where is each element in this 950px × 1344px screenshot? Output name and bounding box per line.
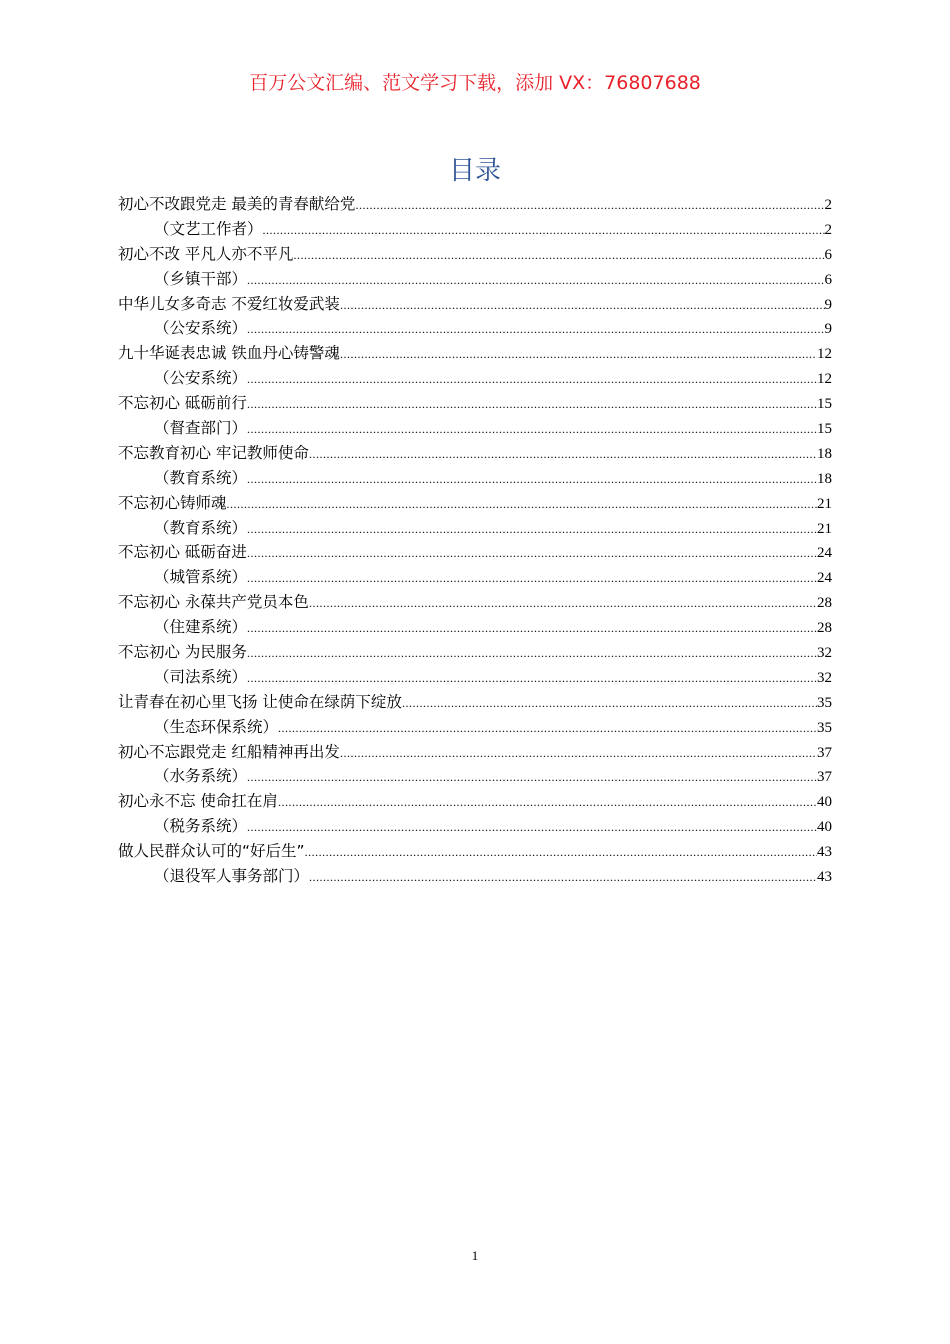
toc-entry-title: （文艺工作者）	[154, 219, 263, 238]
page-title: 目录	[448, 156, 501, 186]
toc-entry-title: （督查部门）	[154, 419, 248, 438]
toc-entry-page: 35	[817, 694, 832, 711]
toc-leader-dots	[309, 442, 817, 467]
toc-entry-title: 不忘初心 为民服务	[118, 643, 247, 662]
toc-entry-title: （住建系统）	[154, 618, 248, 637]
table-of-contents	[118, 192, 832, 889]
toc-entry-page: 18	[817, 445, 832, 462]
toc-entry-title: （城管系统）	[154, 568, 248, 587]
toc-entry[interactable]	[118, 690, 832, 715]
toc-leader-dots	[309, 591, 817, 616]
toc-entry-title: 做人民群众认可的“好后生”	[118, 842, 305, 861]
toc-subentry[interactable]	[118, 814, 832, 839]
toc-leader-dots	[227, 492, 817, 517]
toc-entry-page: 2	[824, 197, 832, 213]
toc-leader-dots	[247, 517, 817, 542]
toc-entry[interactable]	[118, 242, 832, 267]
toc-subentry[interactable]	[118, 466, 832, 491]
toc-leader-dots	[340, 342, 817, 367]
toc-entry-title: 不忘教育初心 牢记教师使命	[118, 443, 309, 462]
toc-subentry[interactable]	[118, 615, 832, 640]
toc-leader-dots	[247, 641, 817, 666]
toc-entry-title: 中华儿女多奇志 不爱红妆爱武装	[118, 294, 340, 313]
toc-leader-dots	[247, 467, 817, 492]
toc-leader-dots	[402, 691, 817, 716]
toc-entry-page: 37	[817, 744, 832, 761]
toc-entry-page: 2	[824, 221, 832, 238]
toc-entry-page: 18	[817, 470, 832, 487]
toc-entry-page: 40	[817, 794, 832, 811]
toc-entry-page: 15	[817, 396, 832, 413]
toc-leader-dots	[247, 268, 824, 293]
toc-entry-title: 不忘初心 砥砺奋进	[118, 543, 247, 562]
toc-entry-title: （退役军人事务部门）	[154, 867, 310, 886]
toc-entry-page: 32	[817, 645, 832, 662]
toc-entry[interactable]	[118, 192, 832, 217]
toc-leader-dots	[247, 815, 817, 840]
toc-entry-title: （税务系统）	[154, 817, 248, 836]
toc-entry-page: 24	[817, 545, 832, 562]
toc-entry-page: 9	[824, 296, 832, 313]
toc-leader-dots	[293, 243, 824, 268]
toc-subentry[interactable]	[118, 565, 832, 590]
toc-entry-page: 37	[817, 769, 832, 786]
toc-entry-page: 32	[817, 669, 832, 686]
toc-entry[interactable]	[118, 839, 832, 864]
toc-leader-dots	[247, 616, 817, 641]
toc-leader-dots	[247, 666, 817, 691]
toc-entry-title: 初心不改 平凡人亦不平凡	[118, 244, 294, 263]
toc-entry[interactable]	[118, 391, 832, 416]
toc-subentry[interactable]	[118, 267, 832, 292]
toc-leader-dots	[247, 765, 817, 790]
toc-subentry[interactable]	[118, 665, 832, 690]
toc-entry-title: 不忘初心 砥砺前行	[118, 394, 247, 413]
toc-entry-title: （公安系统）	[154, 319, 248, 338]
toc-entry[interactable]	[118, 740, 832, 765]
toc-leader-dots	[355, 193, 824, 218]
toc-leader-dots	[247, 566, 817, 591]
page-number: 1	[471, 1248, 479, 1263]
toc-entry-title: 不忘初心 永葆共产党员本色	[118, 593, 309, 612]
toc-entry-title: 初心不忘跟党走 红船精神再出发	[118, 742, 340, 761]
toc-entry-page: 28	[817, 595, 832, 612]
toc-entry-page: 28	[817, 620, 832, 637]
watermark-header: 百万公文汇编、范文学习下载，添加 VX：76807688	[249, 72, 701, 94]
toc-entry-page: 6	[824, 271, 832, 288]
toc-entry[interactable]	[118, 590, 832, 615]
toc-entry[interactable]	[118, 789, 832, 814]
toc-entry-title: （教育系统）	[154, 468, 248, 487]
toc-entry-page: 15	[817, 421, 832, 438]
toc-leader-dots	[247, 367, 817, 392]
toc-subentry[interactable]	[118, 217, 832, 242]
toc-entry-page: 35	[817, 719, 832, 736]
toc-entry-title: （司法系统）	[154, 667, 248, 686]
toc-entry[interactable]	[118, 491, 832, 516]
toc-entry-title: （乡镇干部）	[154, 269, 248, 288]
toc-subentry[interactable]	[118, 715, 832, 740]
toc-leader-dots	[247, 417, 817, 442]
toc-leader-dots	[278, 790, 817, 815]
toc-leader-dots	[305, 840, 817, 865]
toc-subentry[interactable]	[118, 764, 832, 789]
toc-leader-dots	[247, 317, 824, 342]
toc-subentry[interactable]	[118, 316, 832, 341]
toc-entry-title: 九十华诞表忠诚 铁血丹心铸警魂	[118, 344, 340, 363]
toc-leader-dots	[340, 741, 817, 766]
toc-entry-page: 21	[817, 495, 832, 512]
toc-entry[interactable]	[118, 292, 832, 317]
toc-entry-title: （生态环保系统）	[154, 717, 279, 736]
toc-entry-page: 24	[817, 570, 832, 587]
toc-entry[interactable]	[118, 341, 832, 366]
toc-entry-title: （公安系统）	[154, 369, 248, 388]
toc-entry-title: 初心永不忘 使命扛在肩	[118, 792, 278, 811]
toc-leader-dots	[340, 293, 825, 318]
toc-entry-page: 43	[817, 869, 832, 886]
toc-entry-page: 40	[817, 819, 832, 836]
toc-entry-page: 9	[824, 321, 832, 338]
toc-leader-dots	[263, 218, 825, 243]
toc-subentry[interactable]	[118, 864, 832, 889]
toc-entry-page: 12	[817, 371, 832, 388]
toc-leader-dots	[309, 865, 817, 890]
toc-entry-title: 初心不改跟党走 最美的青春献给党	[118, 195, 356, 213]
toc-subentry[interactable]	[118, 366, 832, 391]
toc-leader-dots	[247, 392, 817, 417]
toc-subentry[interactable]	[118, 516, 832, 541]
toc-entry-page: 21	[817, 520, 832, 537]
toc-entry-title: 让青春在初心里飞扬 让使命在绿荫下绽放	[118, 692, 402, 711]
toc-entry-page: 6	[824, 246, 832, 263]
toc-entry[interactable]	[118, 540, 832, 565]
toc-leader-dots	[247, 541, 817, 566]
toc-entry-title: （水务系统）	[154, 767, 248, 786]
toc-entry-page: 12	[817, 346, 832, 363]
toc-leader-dots	[278, 716, 817, 741]
toc-entry[interactable]	[118, 640, 832, 665]
toc-entry-title: 不忘初心铸师魂	[118, 493, 227, 512]
toc-entry-page: 43	[817, 844, 832, 861]
toc-entry[interactable]	[118, 441, 832, 466]
toc-entry-title: （教育系统）	[154, 518, 248, 537]
toc-subentry[interactable]	[118, 416, 832, 441]
